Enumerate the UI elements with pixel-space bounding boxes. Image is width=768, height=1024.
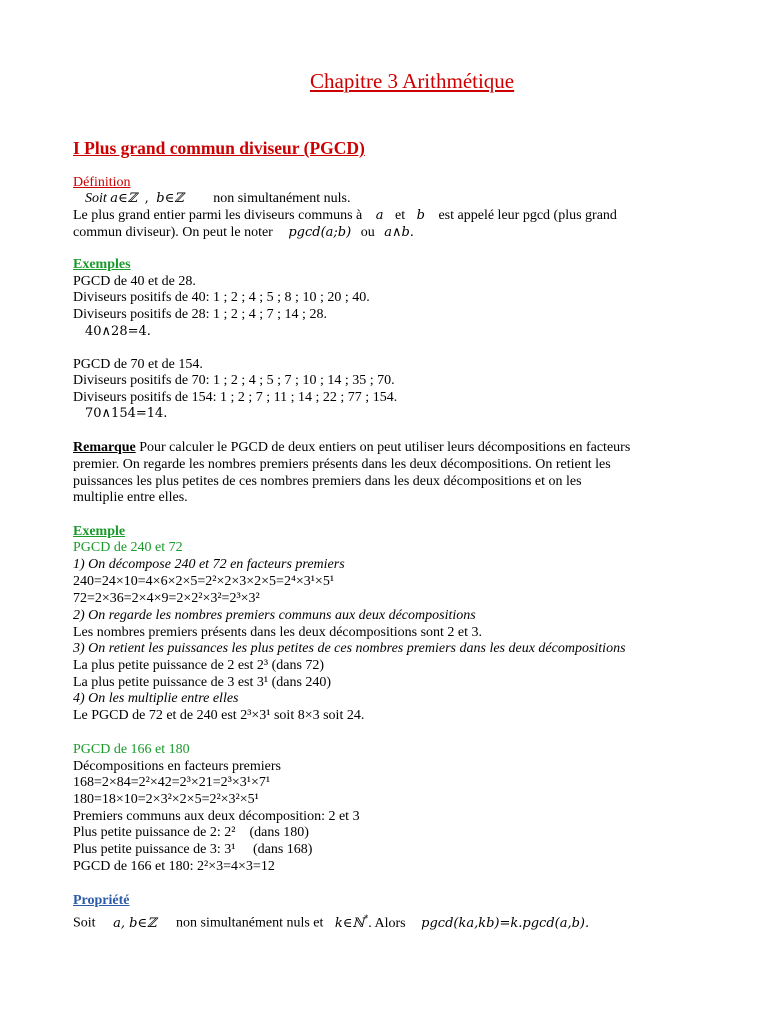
exemple-result: 40∧28=4. xyxy=(85,324,151,339)
exemple-step: 1) On décompose 240 et 72 en facteurs premiers xyxy=(73,557,345,572)
exemple-line: 180=18×10=2×3²×2×5=2²×3²×5¹ xyxy=(73,792,259,807)
definition-line-1: Soit a∈ℤ , b∈ℤ non simultanément nuls. xyxy=(85,191,351,206)
exemple-line: PGCD de 166 et 180: 2²×3=4×3=12 xyxy=(73,859,275,874)
propriete-label: Propriété xyxy=(73,893,130,908)
remarque-line-1: Remarque Pour calculer le PGCD de deux entiers on peut utiliser leurs décompositions en facteurs xyxy=(73,440,631,455)
exemple-subheading: PGCD de 240 et 72 xyxy=(73,540,183,555)
definition-line-3: commun diviseur). On peut le noter pgcd(a;b) ou a∧b. xyxy=(73,225,414,240)
exemple-line: Premiers communs aux deux décomposition: 2 et 3 xyxy=(73,809,360,824)
exemples-line: Diviseurs positifs de 28: 1 ; 2 ; 4 ; 7 ; 14 ; 28. xyxy=(73,307,327,322)
exemples-line: Diviseurs positifs de 154: 1 ; 2 ; 7 ; 11 ; 14 ; 22 ; 77 ; 154. xyxy=(73,390,398,405)
propriete-line: Soit a, b∈ℤ non simultanément nuls et k∈ℕ*. Alors pgcd(ka,kb)=k.pgcd(a,b). xyxy=(73,914,590,931)
exemple-result: 70∧154=14. xyxy=(85,406,168,421)
definition-line-2: Le plus grand entier parmi les diviseurs communs à a et b est appelé leur pgcd (plus grand xyxy=(73,208,617,223)
exemples-line: Diviseurs positifs de 40: 1 ; 2 ; 4 ; 5 ; 8 ; 10 ; 20 ; 40. xyxy=(73,290,370,305)
exemples-line: PGCD de 70 et de 154. xyxy=(73,357,203,372)
exemple-line: Plus petite puissance de 3: 3¹ (dans 168) xyxy=(73,842,313,857)
exemple-subheading: PGCD de 166 et 180 xyxy=(73,742,190,757)
remarque-label: Remarque xyxy=(73,440,136,455)
exemple-step: 2) On regarde les nombres premiers communs aux deux décompositions xyxy=(73,608,476,623)
exemple-line: La plus petite puissance de 3 est 3¹ (dans 240) xyxy=(73,675,332,690)
exemple-label: Exemple xyxy=(73,524,126,539)
remarque-line: premier. On regarde les nombres premiers présents dans les deux décompositions. On retient les xyxy=(73,457,611,472)
remarque-line: puissances les plus petites de ces nombres premiers dans les deux décompositions et on les xyxy=(73,474,582,489)
exemple-step: 3) On retient les puissances les plus petites de ces nombres premiers dans les deux décompositions xyxy=(73,641,626,656)
exemple-line: 240=24×10=4×6×2×5=2²×2×3×2×5=2⁴×3¹×5¹ xyxy=(73,574,335,589)
exemple-line: 72=2×36=2×4×9=2×2²×3²=2³×3² xyxy=(73,591,260,606)
exemple-line: La plus petite puissance de 2 est 2³ (dans 72) xyxy=(73,658,325,673)
exemple-line: Le PGCD de 72 et de 240 est 2³×3¹ soit 8×3 soit 24. xyxy=(73,708,365,723)
exemple-line: Les nombres premiers présents dans les deux décompositions sont 2 et 3. xyxy=(73,625,483,640)
definition-label: Définition xyxy=(73,175,131,190)
exemples-label: Exemples xyxy=(73,257,131,272)
exemple-line: 168=2×84=2²×42=2³×21=2³×3¹×7¹ xyxy=(73,775,271,790)
remarque-line: multiplie entre elles. xyxy=(73,490,188,505)
exemples-line: Diviseurs positifs de 70: 1 ; 2 ; 4 ; 5 ; 7 ; 10 ; 14 ; 35 ; 70. xyxy=(73,373,395,388)
exemple-line: Décompositions en facteurs premiers xyxy=(73,759,281,774)
section-heading: I Plus grand commun diviseur (PGCD) xyxy=(73,138,365,158)
page-title: Chapitre 3 Arithmétique xyxy=(310,69,515,93)
exemple-line: Plus petite puissance de 2: 2² (dans 180) xyxy=(73,825,309,840)
exemples-line: PGCD de 40 et de 28. xyxy=(73,274,196,289)
exemple-step: 4) On les multiplie entre elles xyxy=(73,691,239,706)
